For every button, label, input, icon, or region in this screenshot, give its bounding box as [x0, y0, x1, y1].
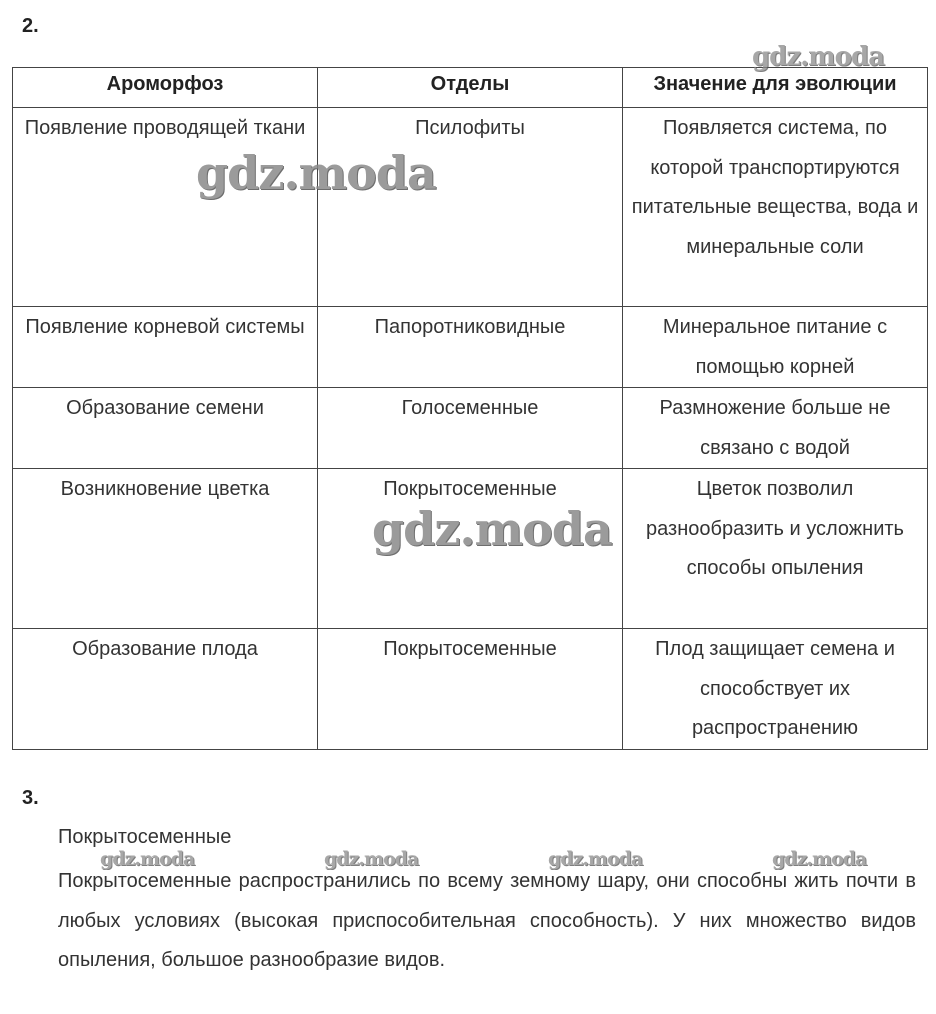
cell-aromorphosis: Образование семени [13, 388, 318, 469]
table-row [13, 307, 928, 388]
header-aromorphosis: Ароморфоз [13, 68, 318, 108]
cell-division: Голосеменные [318, 388, 623, 469]
cell-division: Покрытосеменные [318, 629, 623, 750]
answer-text: Покрытосеменные распространились по всему земному шару, они способны жить почти в любых условиях (высокая приспособительная способность). У них множество видов опыления, большое разнообразие видов. [58, 870, 916, 971]
watermark-logo: gdz.moda [372, 502, 612, 556]
header-divisions: Отделы [318, 68, 623, 108]
table-row [13, 388, 928, 469]
header-significance: Значение для эволюции [623, 68, 928, 108]
cell-significance: Цветок позволил разнообразить и усложнить способы опыления [623, 469, 928, 629]
cell-significance: Появляется система, по которой транспортируются питательные вещества, вода и минеральные соли [623, 108, 928, 307]
cell-aromorphosis: Появление проводящей ткани [13, 108, 318, 307]
watermark-logo: gdz.moda [196, 146, 436, 200]
cell-aromorphosis: Образование плода [13, 629, 318, 750]
watermark-logo: gdz.moda [324, 848, 419, 870]
cell-division: Псилофиты [318, 108, 623, 307]
task-3-number: 3. [22, 787, 39, 809]
cell-aromorphosis: Появление корневой системы [13, 307, 318, 388]
table-row [13, 108, 928, 307]
table-header-row [13, 68, 928, 108]
cell-division: Покрытосеменные [318, 469, 623, 629]
cell-significance: Минеральное питание с помощью корней [623, 307, 928, 388]
table-row [13, 629, 928, 750]
task-3-answer [58, 820, 916, 981]
cell-aromorphosis: Возникновение цветка [13, 469, 318, 629]
aromorphosis-table [12, 67, 928, 750]
table-row [13, 469, 928, 629]
watermark-logo: gdz.moda [772, 848, 867, 870]
cell-significance: Плод защищает семена и способствует их распространению [623, 629, 928, 750]
task-2-number: 2. [22, 15, 39, 37]
watermark-logo: gdz.moda [100, 848, 195, 870]
watermark-logo: gdz.moda [548, 848, 643, 870]
cell-significance: Размножение больше не связано с водой [623, 388, 928, 469]
cell-division: Папоротниковидные [318, 307, 623, 388]
watermark-logo: gdz.moda [752, 42, 885, 72]
answer-title: Покрытосеменные [58, 826, 232, 848]
